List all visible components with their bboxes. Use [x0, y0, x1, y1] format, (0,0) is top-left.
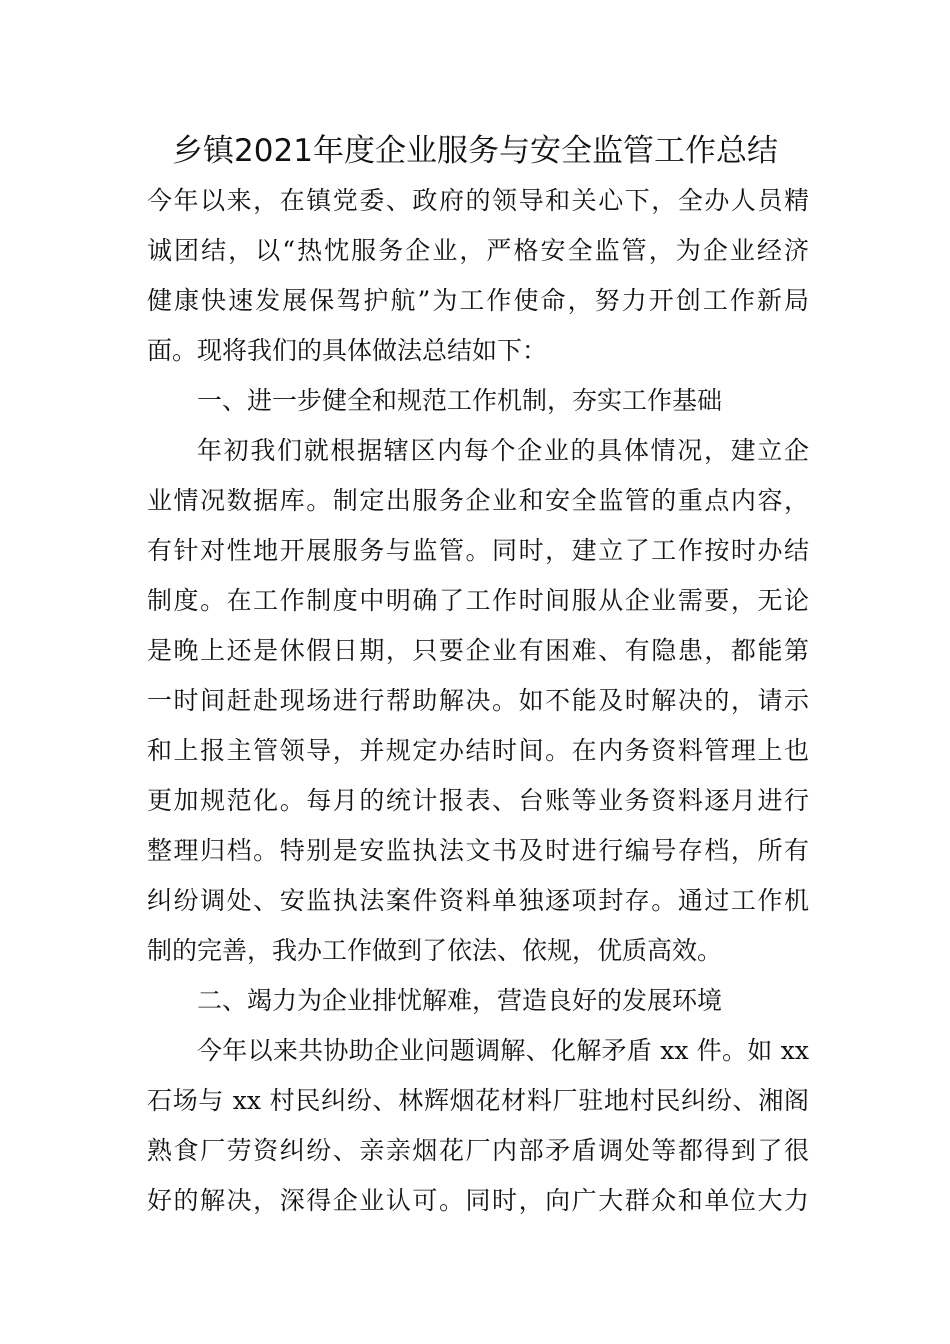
paragraph-line: 好的解决，深得企业认可。同时，向广大群众和单位大力	[147, 1186, 809, 1215]
document-body	[147, 176, 809, 1226]
paragraph-line: 更加规范化。每月的统计报表、台账等业务资料逐月进行	[147, 786, 809, 815]
paragraph-line: 一时间赶赴现场进行帮助解决。如不能及时解决的，请示	[147, 686, 809, 715]
document-title: 乡镇2021年度企业服务与安全监管工作总结	[172, 133, 778, 169]
paragraph-line: 熟食厂劳资纠纷、亲亲烟花厂内部矛盾调处等都得到了很	[147, 1136, 809, 1165]
paragraph-line: 健康快速发展保驾护航”为工作使命，努力开创工作新局	[147, 286, 809, 315]
paragraph-line: 有针对性地开展服务与监管。同时，建立了工作按时办结	[147, 536, 809, 565]
paragraph-line: 业情况数据库。制定出服务企业和安全监管的重点内容，	[147, 486, 809, 515]
paragraph-line: 年初我们就根据辖区内每个企业的具体情况，建立企	[197, 436, 809, 465]
paragraph-line: 是晚上还是休假日期，只要企业有困难、有隐患，都能第	[147, 636, 809, 665]
paragraph-line: 制的完善，我办工作做到了依法、依规，优质高效。	[147, 936, 723, 965]
paragraph-line: 和上报主管领导，并规定办结时间。在内务资料管理上也	[147, 736, 809, 765]
paragraph-line: 制度。在工作制度中明确了工作时间服从企业需要，无论	[147, 586, 809, 615]
paragraph-line: 面。现将我们的具体做法总结如下：	[147, 336, 548, 365]
section-heading-2: 二、竭力为企业排忧解难，营造良好的发展环境	[197, 986, 723, 1015]
section-heading-1: 一、进一步健全和规范工作机制，夯实工作基础	[197, 386, 723, 415]
paragraph-line: 石场与 xx 村民纠纷、林辉烟花材料厂驻地村民纠纷、湘阁	[147, 1086, 809, 1115]
paragraph-line: 整理归档。特别是安监执法文书及时进行编号存档，所有	[147, 836, 809, 865]
paragraph-line: 诚团结，以“热忱服务企业，严格安全监管，为企业经济	[147, 236, 809, 265]
paragraph-line: 纠纷调处、安监执法案件资料单独逐项封存。通过工作机	[147, 886, 809, 915]
paragraph-line: 今年以来，在镇党委、政府的领导和关心下，全办人员精	[147, 186, 809, 215]
paragraph-line: 今年以来共协助企业问题调解、化解矛盾 xx 件。如 xx	[197, 1036, 809, 1065]
